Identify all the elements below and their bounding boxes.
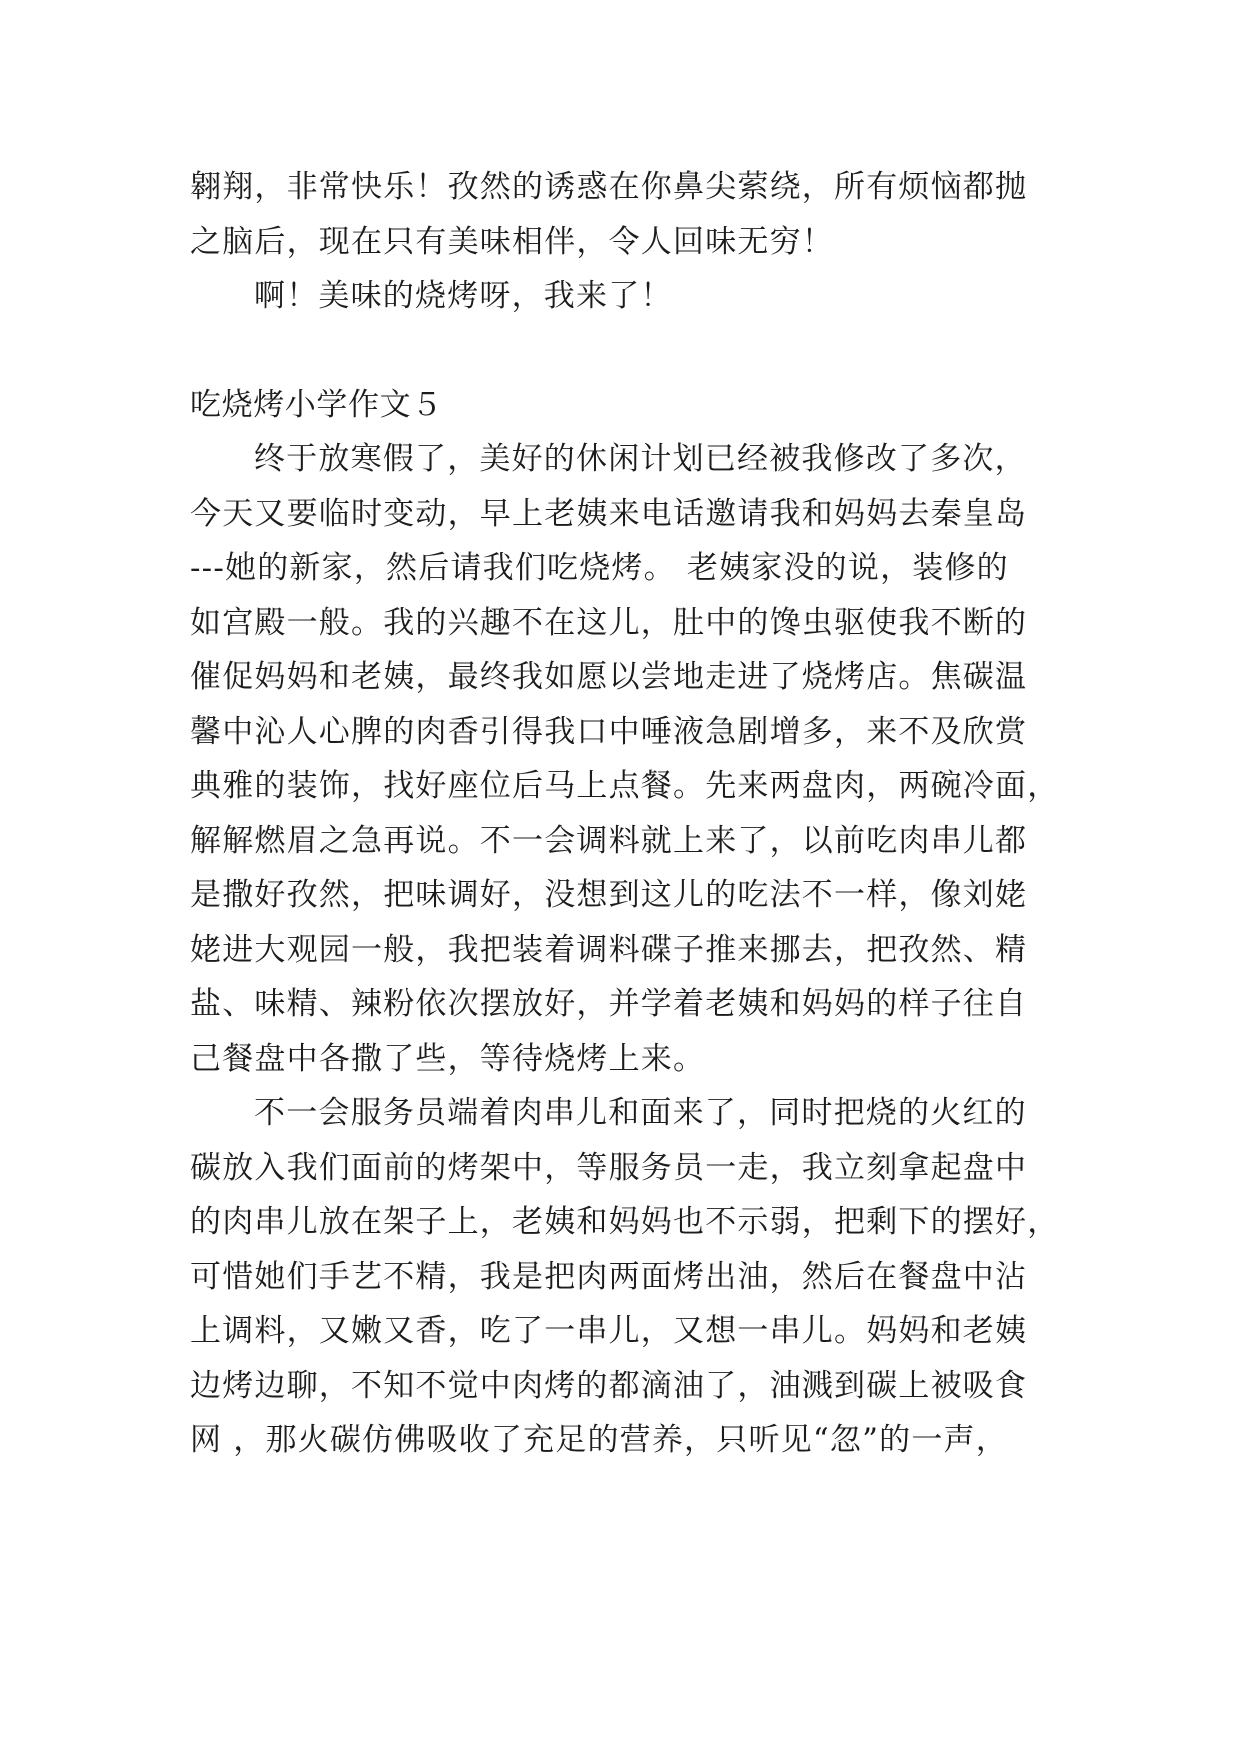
section-title: 吃烧烤小学作文５ [190,386,443,423]
paragraph-line: 不一会服务员端着肉串儿和面来了，同时把烧的火红的 [254,1095,1027,1131]
paragraph-line: 解解燃眉之急再说。不一会调料就上来了，以前吃肉串儿都 [190,822,1028,859]
paragraph-line: 边烤边聊，不知不觉中肉烤的都滴油了，油溅到碳上被吸食 [190,1367,1028,1404]
section-spacer [190,324,1050,378]
paragraph-line: 是撒好孜然，把味调好，没想到这儿的吃法不一样，像刘姥 [190,877,1028,913]
closing-line: 啊！美味的烧烤呀，我来了！ [254,278,673,314]
paragraph-line: 己餐盘中各撒了些，等待烧烤上来。 [190,1040,706,1077]
paragraph-line: 典雅的装饰，找好座位后马上点餐。先来两盘肉，两碗冷面， [190,768,1060,804]
paragraph-line: 上调料，又嫩又香，吃了一串儿，又想一串儿。妈妈和老姨 [190,1313,1028,1349]
paragraph-line: 的肉串儿放在架子上，老姨和妈妈也不示弱，把剩下的摆好， [190,1204,1060,1240]
paragraph-line: 催促妈妈和老姨，最终我如愿以尝地走进了烧烤店。焦碳温 [190,659,1028,695]
paragraph-line: 可惜她们手艺不精，我是把肉两面烤出油，然后在餐盘中沾 [190,1258,1028,1295]
paragraph-line: 碳放入我们面前的烤架中，等服务员一走，我立刻拿起盘中 [190,1149,1028,1186]
paragraph-line: 馨中沁人心脾的肉香引得我口中唾液急剧增多，来不及欣赏 [190,713,1028,750]
paragraph-line: 姥进大观园一般，我把装着调料碟子推来挪去，把孜然、精 [190,931,1028,968]
paragraph-line: 盐、味精、辣粉依次摆放好，并学着老姨和妈妈的样子往自 [190,986,1028,1022]
paragraph-line: 今天又要临时变动，早上老姨来电话邀请我和妈妈去秦皇岛 [190,495,1028,532]
paragraph-line: 终于放寒假了，美好的休闲计划已经被我修改了多次， [254,441,1027,477]
body-line: 之脑后，现在只有美味相伴，令人回味无穷！ [190,223,834,260]
paragraph-line: ---她的新家，然后请我们吃烧烤。 老姨家没的说，装修的 [190,550,1009,586]
paragraph-line: 如宫殿一般。我的兴趣不在这儿，肚中的馋虫驱使我不断的 [190,604,1028,641]
document-body [190,160,1060,1468]
body-line: 翱翔，非常快乐！孜然的诱惑在你鼻尖萦绕，所有烦恼都抛 [190,169,1028,205]
paragraph-line: 网 ，那火碳仿佛吸收了充足的营养，只听见“忽”的一声， [190,1422,1008,1458]
